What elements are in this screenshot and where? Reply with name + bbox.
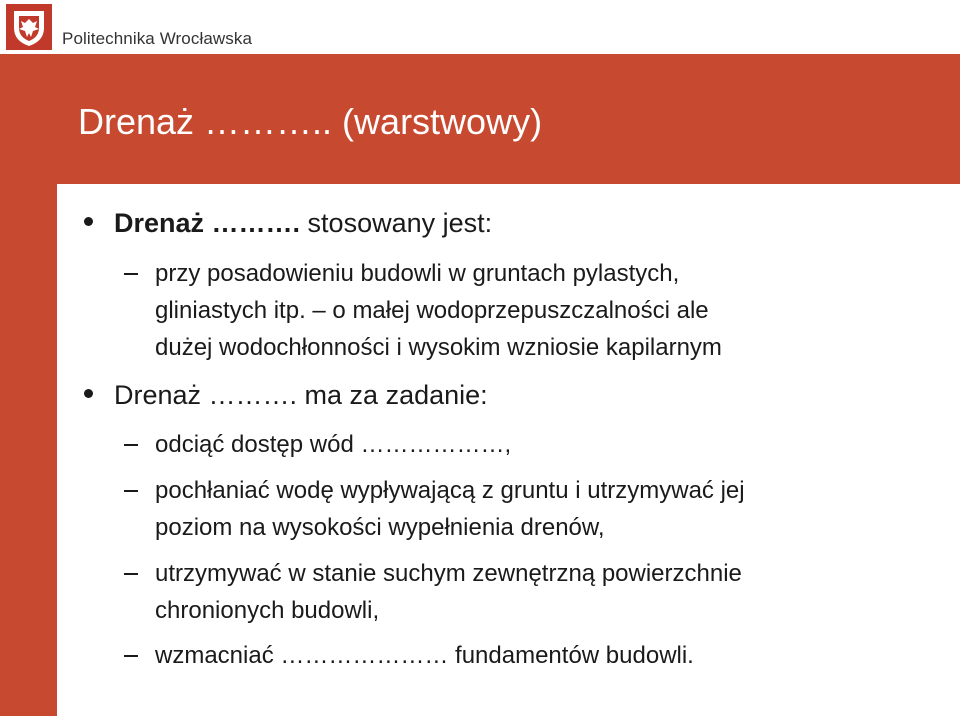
sub-line: wzmacniać ………………… fundamentów budowli. [155, 642, 694, 669]
dash-icon [124, 573, 138, 575]
brand-name: Politechnika Wrocławska [62, 29, 253, 48]
dash-icon [124, 273, 138, 275]
bullet-item [84, 208, 492, 238]
sub-item [124, 426, 511, 463]
bullet-item [84, 380, 488, 410]
bullet-dot-icon [84, 217, 93, 226]
sub-item [124, 637, 694, 674]
brand-header [0, 0, 960, 54]
sub-line: poziom na wysokości wypełnienia drenów, [155, 514, 605, 541]
sub-line: utrzymywać w stanie suchym zewnętrzną powierzchnie [155, 560, 742, 587]
slide-title: Drenaż ……….. (warstwowy) [78, 101, 543, 142]
left-accent-band [0, 54, 57, 716]
sub-item [124, 472, 745, 546]
dash-icon [124, 444, 138, 446]
sub-line: odciąć dostęp wód ………………, [155, 431, 512, 458]
sub-item [124, 255, 722, 366]
sub-line: chronionych budowli, [155, 597, 380, 624]
eagle-shield-icon [6, 4, 52, 50]
bullet-dot-icon [84, 389, 93, 398]
sub-line: pochłaniać wodę wypływającą z gruntu i utrzymywać jej [155, 477, 745, 504]
bullet-text: Drenaż ………. ma za zadanie: [114, 380, 488, 410]
sub-line: przy posadowieniu budowli w gruntach pylastych, [155, 260, 680, 287]
bullet-text [114, 208, 492, 238]
sub-line: dużej wodochłonności i wysokim wzniosie kapilarnym [155, 334, 722, 361]
sub-line: gliniastych itp. – o małej wodoprzepuszczalności ale [155, 297, 709, 324]
bullet-rest-text: stosowany jest: [300, 208, 493, 238]
dash-icon [124, 655, 138, 657]
dash-icon [124, 490, 138, 492]
bullet-strong-text: Drenaż ………. [114, 208, 301, 238]
sub-item [124, 555, 742, 629]
